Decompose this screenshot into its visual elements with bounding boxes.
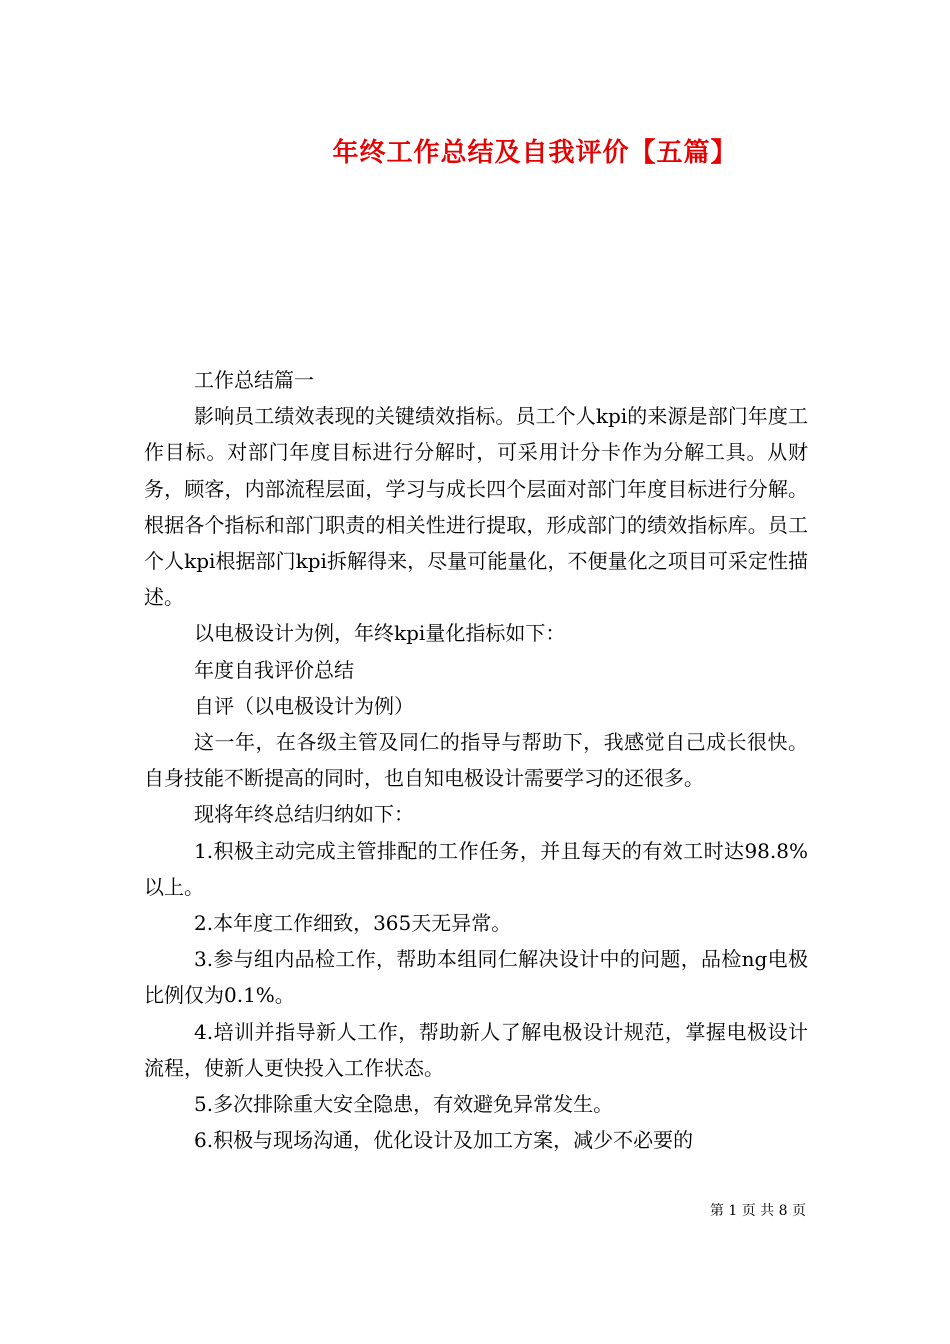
list-item-6: 6.积极与现场沟通，优化设计及加工方案，减少不必要的 xyxy=(194,1128,694,1153)
paragraph-year-growth: 这一年，在各级主管及同仁的指导与帮助下，我感觉自己成长很快。自身技能不断提高的同时，也自知电极设计需要学习的还很多。 xyxy=(144,730,808,791)
list-item-3: 3.参与组内品检工作，帮助本组同仁解决设计中的问题，品检ng电极比例仅为0.1%。 xyxy=(144,947,808,1008)
list-item-5: 5.多次排除重大安全隐患，有效避免异常发生。 xyxy=(194,1092,614,1117)
paragraph-kpi-intro: 影响员工绩效表现的关键绩效指标。员工个人kpi的来源是部门年度工作目标。对部门年度目标进行分解时，可采用计分卡作为分解工具。从财务，顾客，内部流程层面，学习与成长四个层面对部门年度目标进行分解。根据各个指标和部门职责的相关性进行提取，形成部门的绩效指标库。员工个人kpi根据部门kpi拆解得来，尽量可能量化，不便量化之项目可采定性描述。 xyxy=(144,404,808,610)
paragraph-summary-intro: 现将年终总结归纳如下： xyxy=(194,802,414,827)
paragraph-example: 以电极设计为例，年终kpi量化指标如下： xyxy=(194,621,566,646)
section-heading: 工作总结篇一 xyxy=(194,368,314,392)
document-title: 年终工作总结及自我评价【五篇】 xyxy=(332,138,738,168)
list-item-4: 4.培训并指导新人工作，帮助新人了解电极设计规范，掌握电极设计流程，使新人更快投入工作状态。 xyxy=(144,1019,808,1080)
list-item-1: 1.积极主动完成主管排配的工作任务，并且每天的有效工时达98.8%以上。 xyxy=(144,838,808,899)
document-body xyxy=(144,362,808,1158)
list-item-2: 2.本年度工作细致，365天无异常。 xyxy=(194,911,512,936)
subheading-self-review: 年度自我评价总结 xyxy=(194,657,354,682)
subheading-self-eval: 自评（以电极设计为例） xyxy=(194,693,414,718)
page-number-footer: 第 1 页 共 8 页 xyxy=(709,1203,806,1219)
